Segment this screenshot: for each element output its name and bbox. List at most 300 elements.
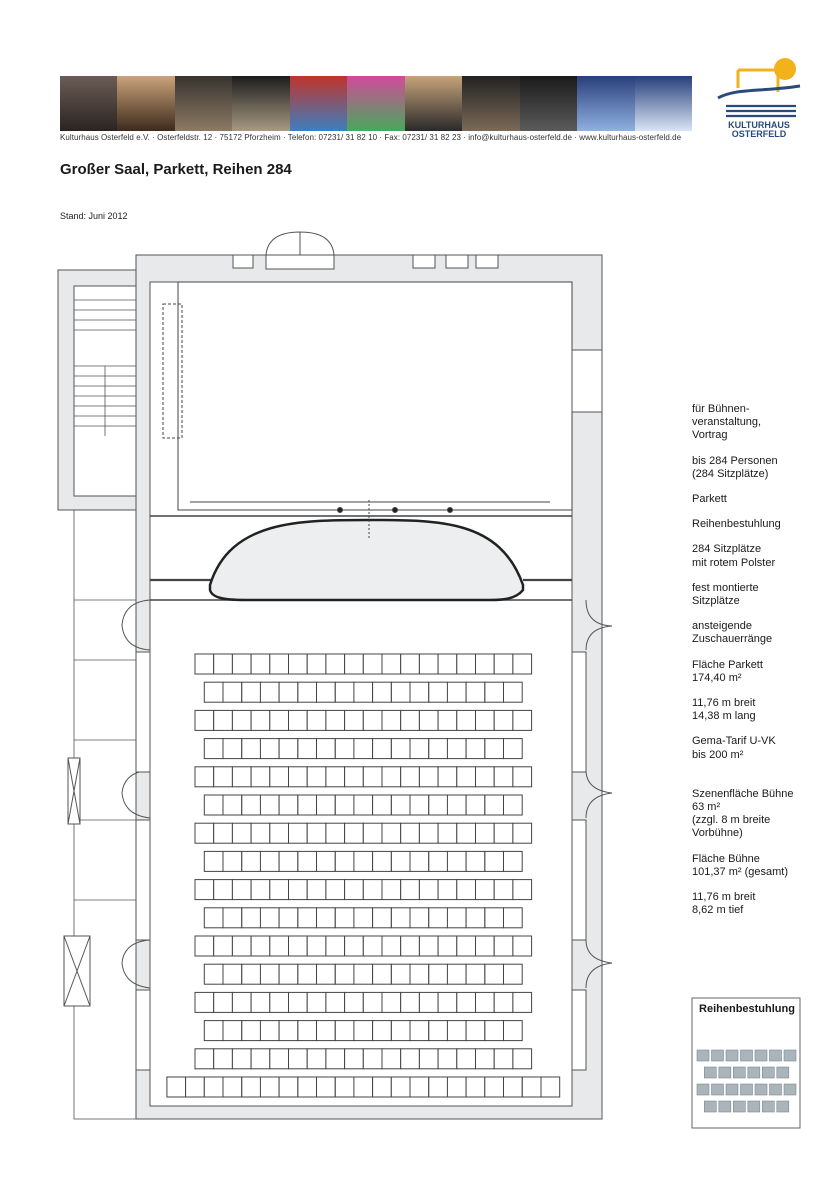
- scene-area: [692, 788, 832, 841]
- seat: [391, 1077, 410, 1097]
- seat: [513, 992, 532, 1012]
- seat: [401, 992, 420, 1012]
- seat: [382, 992, 401, 1012]
- area-type: Parkett: [692, 493, 727, 506]
- seat: [345, 767, 364, 787]
- seat: [391, 739, 410, 759]
- seat: [476, 767, 495, 787]
- seat: [485, 851, 504, 871]
- seat: [270, 880, 289, 900]
- seat: [251, 710, 270, 730]
- seat: [307, 654, 326, 674]
- seat: [391, 1021, 410, 1041]
- seat: [251, 880, 270, 900]
- seat: [504, 1021, 523, 1041]
- tiers-line: Zuschauerränge: [692, 633, 773, 646]
- seat: [251, 823, 270, 843]
- seat: [251, 936, 270, 956]
- legend-seat: [704, 1067, 716, 1078]
- tiers: [692, 620, 832, 646]
- seat: [513, 880, 532, 900]
- seat: [419, 880, 438, 900]
- seat: [410, 739, 429, 759]
- seat: [270, 823, 289, 843]
- seat: [335, 964, 354, 984]
- seat: [410, 1021, 429, 1041]
- seat: [345, 823, 364, 843]
- seat: [279, 1021, 298, 1041]
- legend-seat: [748, 1067, 760, 1078]
- seat: [429, 739, 448, 759]
- seat: [214, 654, 233, 674]
- seat: [476, 1049, 495, 1069]
- seat: [279, 908, 298, 928]
- seat: [382, 654, 401, 674]
- seat: [354, 851, 373, 871]
- seat: [335, 795, 354, 815]
- seat: [391, 964, 410, 984]
- seat: [345, 880, 364, 900]
- seat: [485, 964, 504, 984]
- seat: [438, 1049, 457, 1069]
- seat: [242, 964, 261, 984]
- seat: [298, 795, 317, 815]
- seat: [354, 795, 373, 815]
- seat: [279, 964, 298, 984]
- seat: [335, 1077, 354, 1097]
- legend-seat: [733, 1101, 745, 1112]
- seat: [410, 964, 429, 984]
- seat: [401, 936, 420, 956]
- logo-line-2: OSTERFELD: [731, 129, 787, 139]
- seat: [457, 654, 476, 674]
- seat: [326, 767, 345, 787]
- fixed-seats: [692, 582, 832, 608]
- seat: [251, 654, 270, 674]
- seat: [401, 823, 420, 843]
- legend-seat: [770, 1084, 782, 1095]
- parkett-value: 174,40 m²: [692, 671, 742, 684]
- seat: [410, 1077, 429, 1097]
- seat: [419, 1049, 438, 1069]
- seat: [363, 880, 382, 900]
- dim-line: 14,38 m lang: [692, 710, 756, 723]
- seat: [438, 654, 457, 674]
- seat: [466, 851, 485, 871]
- seat: [494, 654, 513, 674]
- seat: [429, 795, 448, 815]
- seat: [373, 1021, 392, 1041]
- seat-row: [204, 795, 522, 815]
- seat: [326, 880, 345, 900]
- seat: [186, 1077, 205, 1097]
- seat: [345, 710, 364, 730]
- seat: [195, 1049, 214, 1069]
- seat: [223, 739, 242, 759]
- seat: [391, 851, 410, 871]
- seat: [429, 851, 448, 871]
- seat-row: [195, 880, 532, 900]
- seat-row: [195, 767, 532, 787]
- seat: [513, 1049, 532, 1069]
- seat: [260, 908, 279, 928]
- seat: [354, 1021, 373, 1041]
- seat: [363, 767, 382, 787]
- seat: [307, 710, 326, 730]
- stage-label: Fläche Bühne: [692, 852, 760, 865]
- gema-label: Gema-Tarif U-VK: [692, 735, 776, 748]
- seat: [513, 767, 532, 787]
- legend-seat: [755, 1084, 767, 1095]
- seat: [466, 908, 485, 928]
- seat: [466, 682, 485, 702]
- seat: [214, 710, 233, 730]
- legend-seat: [726, 1084, 738, 1095]
- seat: [232, 880, 251, 900]
- seat: [326, 1049, 345, 1069]
- seat: [438, 823, 457, 843]
- seat: [242, 795, 261, 815]
- seat: [270, 767, 289, 787]
- seat: [429, 908, 448, 928]
- seat: [242, 739, 261, 759]
- seat: [260, 682, 279, 702]
- seat: [298, 964, 317, 984]
- seat: [214, 992, 233, 1012]
- seat: [382, 710, 401, 730]
- seat: [419, 823, 438, 843]
- dim-line: 11,76 m breit: [692, 891, 756, 904]
- seat: [204, 908, 223, 928]
- stair-block: [58, 270, 136, 510]
- seat: [354, 682, 373, 702]
- seat: [382, 823, 401, 843]
- seat: [195, 767, 214, 787]
- seat: [307, 767, 326, 787]
- seat: [485, 682, 504, 702]
- seat: [457, 880, 476, 900]
- seat: [438, 710, 457, 730]
- seat: [260, 851, 279, 871]
- seat: [382, 936, 401, 956]
- dim-line: 8,62 m tief: [692, 904, 744, 917]
- seat: [167, 1077, 186, 1097]
- seat: [242, 851, 261, 871]
- seat: [373, 851, 392, 871]
- seat: [419, 992, 438, 1012]
- seat: [363, 823, 382, 843]
- seat: [513, 654, 532, 674]
- seat: [260, 739, 279, 759]
- legend-seat: [762, 1101, 774, 1112]
- seat: [289, 936, 308, 956]
- seat: [204, 682, 223, 702]
- seat: [476, 880, 495, 900]
- proscenium-arc: [210, 520, 523, 600]
- seat: [279, 795, 298, 815]
- seat: [298, 1077, 317, 1097]
- seat: [447, 851, 466, 871]
- left-corridor: [74, 510, 136, 1119]
- legend-seat: [770, 1050, 782, 1061]
- seat: [232, 823, 251, 843]
- seat: [270, 936, 289, 956]
- seat: [438, 880, 457, 900]
- seat: [354, 1077, 373, 1097]
- seat: [345, 1049, 364, 1069]
- seat: [382, 767, 401, 787]
- seat: [317, 1021, 336, 1041]
- legend-seat: [777, 1067, 789, 1078]
- seat: [232, 767, 251, 787]
- seat: [289, 654, 308, 674]
- seat: [447, 908, 466, 928]
- right-window: [572, 350, 602, 412]
- seat: [298, 851, 317, 871]
- seat: [223, 851, 242, 871]
- seat: [457, 1049, 476, 1069]
- seat: [363, 710, 382, 730]
- seat: [410, 682, 429, 702]
- seat: [373, 1077, 392, 1097]
- seat-row: [204, 1021, 522, 1041]
- seat: [317, 964, 336, 984]
- seat: [513, 936, 532, 956]
- seat: [260, 1021, 279, 1041]
- seat-row: [204, 682, 522, 702]
- seat-count: [692, 543, 832, 569]
- seat-row: [195, 654, 532, 674]
- stand-date: Stand: Juni 2012: [60, 211, 128, 221]
- seat-row: [204, 739, 522, 759]
- seat: [429, 1077, 448, 1097]
- seat: [204, 964, 223, 984]
- seat: [457, 823, 476, 843]
- seat: [476, 710, 495, 730]
- seat: [289, 992, 308, 1012]
- seat: [232, 654, 251, 674]
- legend-seat: [712, 1050, 724, 1061]
- seat: [457, 936, 476, 956]
- seat-row: [204, 908, 522, 928]
- seat: [326, 823, 345, 843]
- seat: [345, 992, 364, 1012]
- seat: [317, 682, 336, 702]
- seat-row: [167, 1077, 560, 1097]
- legend-seat: [777, 1101, 789, 1112]
- legend-seat: [697, 1084, 709, 1095]
- seat: [466, 795, 485, 815]
- info-panel: [692, 403, 832, 929]
- purpose-line: veranstaltung,: [692, 416, 762, 429]
- seat: [279, 739, 298, 759]
- seat: [419, 936, 438, 956]
- seat: [260, 964, 279, 984]
- seat: [326, 992, 345, 1012]
- gema-value: bis 200 m²: [692, 748, 744, 761]
- seat: [373, 739, 392, 759]
- seat: [317, 739, 336, 759]
- seat: [447, 739, 466, 759]
- seat: [335, 851, 354, 871]
- seat: [504, 1077, 523, 1097]
- seat: [223, 682, 242, 702]
- legend-seat: [697, 1050, 709, 1061]
- parkett-label: Fläche Parkett: [692, 658, 763, 671]
- seat: [447, 964, 466, 984]
- seat: [391, 908, 410, 928]
- seat: [382, 880, 401, 900]
- seat: [289, 823, 308, 843]
- seat: [307, 936, 326, 956]
- gema-tarif: [692, 735, 832, 761]
- seat: [429, 682, 448, 702]
- legend-seat: [704, 1101, 716, 1112]
- seat: [289, 767, 308, 787]
- seat: [457, 992, 476, 1012]
- seat: [326, 654, 345, 674]
- seat: [270, 710, 289, 730]
- seat: [204, 851, 223, 871]
- seat: [447, 1077, 466, 1097]
- seat: [401, 710, 420, 730]
- seat: [307, 1049, 326, 1069]
- seat: [260, 1077, 279, 1097]
- purpose-line: Vortrag: [692, 429, 728, 442]
- seat: [391, 682, 410, 702]
- seat: [204, 1077, 223, 1097]
- seat: [429, 1021, 448, 1041]
- seat: [195, 880, 214, 900]
- legend-seat: [741, 1084, 753, 1095]
- seat: [485, 795, 504, 815]
- seat: [485, 1077, 504, 1097]
- seat: [279, 1077, 298, 1097]
- stage-dims: [692, 891, 832, 917]
- seat: [466, 964, 485, 984]
- seat: [326, 710, 345, 730]
- seat: [298, 739, 317, 759]
- seat: [317, 1077, 336, 1097]
- seat-row: [195, 1049, 532, 1069]
- seat: [270, 992, 289, 1012]
- seat: [260, 795, 279, 815]
- seat: [214, 1049, 233, 1069]
- seat: [298, 908, 317, 928]
- seat: [307, 880, 326, 900]
- seat: [345, 654, 364, 674]
- legend-seat: [719, 1101, 731, 1112]
- seat: [476, 823, 495, 843]
- seat: [195, 654, 214, 674]
- seat: [242, 682, 261, 702]
- seat: [457, 710, 476, 730]
- seat: [195, 710, 214, 730]
- seat: [522, 1077, 541, 1097]
- seat: [307, 823, 326, 843]
- legend-seat: [784, 1050, 796, 1061]
- seat: [214, 936, 233, 956]
- seat: [326, 936, 345, 956]
- seat: [335, 908, 354, 928]
- seat: [401, 767, 420, 787]
- seat: [504, 739, 523, 759]
- seat: [494, 992, 513, 1012]
- seat: [373, 964, 392, 984]
- seat: [270, 654, 289, 674]
- seat: [223, 1021, 242, 1041]
- capacity-line: (284 Sitzplätze): [692, 467, 769, 480]
- seat: [251, 992, 270, 1012]
- seat: [494, 710, 513, 730]
- seat: [195, 992, 214, 1012]
- seat: [289, 880, 308, 900]
- seat: [494, 880, 513, 900]
- seat: [242, 1077, 261, 1097]
- seat: [504, 682, 523, 702]
- purpose-line: für Bühnen-: [692, 403, 750, 415]
- seat: [363, 936, 382, 956]
- seat: [223, 795, 242, 815]
- seat: [476, 992, 495, 1012]
- seat: [466, 739, 485, 759]
- legend-seat: [784, 1084, 796, 1095]
- seat: [223, 908, 242, 928]
- legend-seat: [748, 1101, 760, 1112]
- seat: [429, 964, 448, 984]
- seat-row: [204, 964, 522, 984]
- legend-seat: [712, 1084, 724, 1095]
- seat: [354, 964, 373, 984]
- capacity: [692, 455, 832, 481]
- seat: [204, 795, 223, 815]
- seat: [363, 1049, 382, 1069]
- scene-label: Szenenfläche Bühne: [692, 787, 794, 800]
- legend-title: Reihenbestuhlung: [699, 1003, 795, 1015]
- seat: [307, 992, 326, 1012]
- seat: [232, 710, 251, 730]
- seat: [195, 936, 214, 956]
- dim-line: 11,76 m breit: [692, 697, 756, 710]
- seat: [289, 710, 308, 730]
- seat: [204, 1021, 223, 1041]
- seat: [410, 908, 429, 928]
- seat: [232, 936, 251, 956]
- legend-seat: [733, 1067, 745, 1078]
- seat: [494, 1049, 513, 1069]
- seat: [223, 964, 242, 984]
- seat: [391, 795, 410, 815]
- legend-seat: [741, 1050, 753, 1061]
- fixed-line: fest montierte: [692, 581, 759, 594]
- seat: [457, 767, 476, 787]
- seat: [242, 1021, 261, 1041]
- seat: [317, 795, 336, 815]
- seat: [289, 1049, 308, 1069]
- seat: [504, 795, 523, 815]
- seat-row: [204, 851, 522, 871]
- seat: [335, 682, 354, 702]
- seat-row: [195, 823, 532, 843]
- seat: [354, 739, 373, 759]
- seat: [504, 964, 523, 984]
- seat: [251, 767, 270, 787]
- seat: [373, 682, 392, 702]
- contact-line: Kulturhaus Osterfeld e.V. · Osterfeldstr. 12 · 75172 Pforzheim · Telefon: 07231/ 31 82 10 · Fax: 07231/ 31 82 23 · info@kulturhaus-osterfeld.de · www.kulturhaus-osterfeld.de: [60, 133, 682, 142]
- seat: [363, 992, 382, 1012]
- seat: [410, 851, 429, 871]
- seat: [345, 936, 364, 956]
